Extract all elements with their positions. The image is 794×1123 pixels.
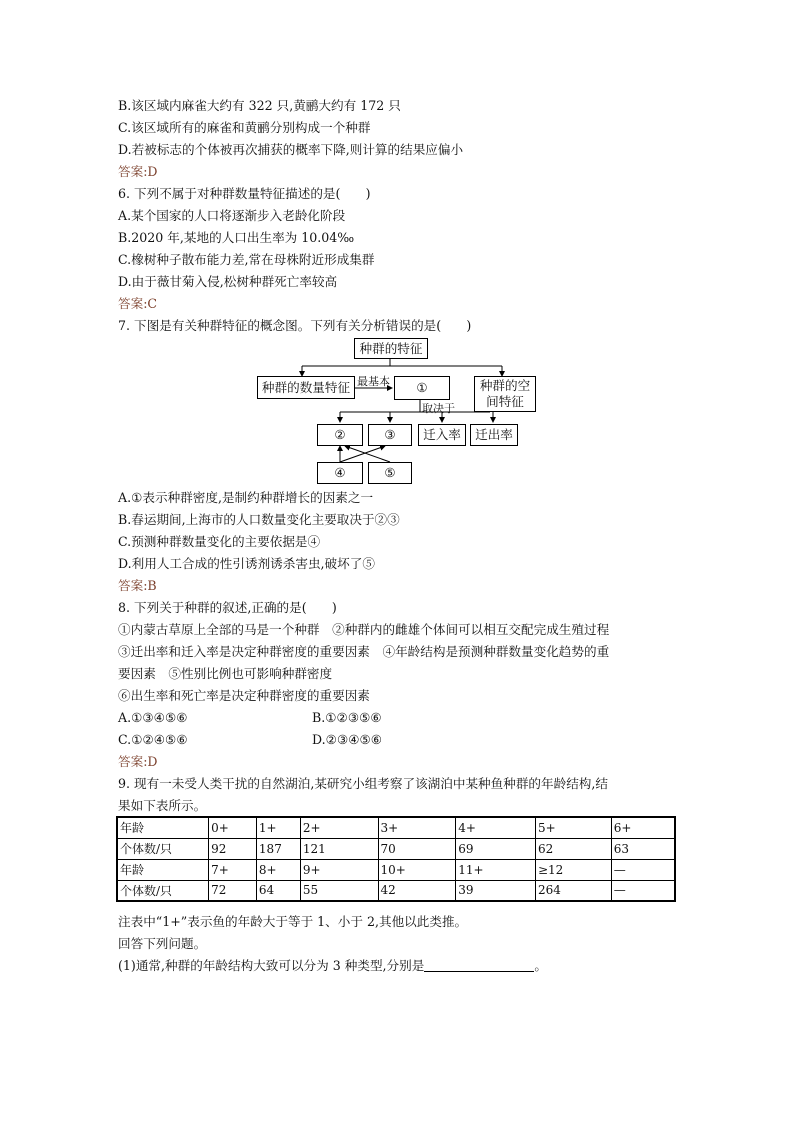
table-row xyxy=(117,838,675,859)
q8-statement-line-3: 要因素 ⑤性别比例也可影响种群密度 xyxy=(118,666,333,681)
box-population-features: 种群的特征 xyxy=(354,338,428,359)
q6-answer: 答案:C xyxy=(118,296,158,311)
q5-option-c: C.该区域所有的麻雀和黄鹂分别构成一个种群 xyxy=(118,120,371,135)
q7-option-a: A.①表示种群密度,是制约种群增长的因素之一 xyxy=(118,490,374,505)
box-immigration-rate: 迁入率 xyxy=(418,424,466,446)
table-cell: 6+ xyxy=(611,817,675,838)
q6-option-b: B.2020 年,某地的人口出生率为 10.04‰ xyxy=(118,230,355,245)
table-cell: 70 xyxy=(378,838,456,859)
table-cell: 3+ xyxy=(378,817,456,838)
table-cell: 10+ xyxy=(378,859,456,880)
table-cell: 264 xyxy=(535,880,611,901)
table-row xyxy=(117,880,675,901)
table-cell: 63 xyxy=(611,838,675,859)
q9-stem-line-1: 9. 现有一未受人类干扰的自然湖泊,某研究小组考察了该湖泊中某种鱼种群的年龄结构,结 xyxy=(118,776,608,791)
q5-option-d: D.若被标志的个体被再次捕获的概率下降,则计算的结果应偏小 xyxy=(118,142,464,157)
box-spatial-features: 种群的空间特征 xyxy=(474,376,536,412)
box-circle-4: ④ xyxy=(317,462,363,484)
q9-prompt: 回答下列问题。 xyxy=(118,936,207,951)
label-most-basic: 最基本 xyxy=(357,375,390,388)
label-depends-on: 取决于 xyxy=(422,402,455,415)
q8-option-b: B.①②③⑤⑥ xyxy=(312,710,382,725)
table-cell: 个体数/只 xyxy=(117,838,209,859)
q8-stem: 8. 下列关于种群的叙述,正确的是( ) xyxy=(118,600,337,615)
table-cell: 年龄 xyxy=(117,859,209,880)
table-cell: 55 xyxy=(300,880,378,901)
q6-option-d: D.由于薇甘菊入侵,松树种群死亡率较高 xyxy=(118,274,338,289)
table-row xyxy=(117,859,675,880)
box-circle-1: ① xyxy=(394,376,450,400)
table-row xyxy=(117,817,675,838)
table-cell: 9+ xyxy=(300,859,378,880)
table-cell: 个体数/只 xyxy=(117,880,209,901)
q7-stem: 7. 下图是有关种群特征的概念图。下列有关分析错误的是( ) xyxy=(118,318,472,333)
table-cell: 42 xyxy=(378,880,456,901)
table-cell: 0+ xyxy=(209,817,257,838)
table-cell: 7+ xyxy=(209,859,257,880)
box-circle-2: ② xyxy=(317,424,363,446)
q7-option-d: D.利用人工合成的性引诱剂诱杀害虫,破坏了⑤ xyxy=(118,556,375,571)
q6-option-a: A.某个国家的人口将逐渐步入老龄化阶段 xyxy=(118,208,346,223)
box-circle-5: ⑤ xyxy=(368,462,412,484)
q8-statement-line-1: ①内蒙古草原上全部的马是一个种群 ②种群内的雌雄个体间可以相互交配完成生殖过程 xyxy=(118,622,610,637)
table-cell: 121 xyxy=(300,838,378,859)
table-cell: 1+ xyxy=(256,817,300,838)
table-cell: 2+ xyxy=(300,817,378,838)
table-cell: ≥12 xyxy=(535,859,611,880)
table-cell: 72 xyxy=(209,880,257,901)
q8-option-a: A.①③④⑤⑥ xyxy=(118,710,188,725)
q7-answer: 答案:B xyxy=(118,578,157,593)
table-cell: 39 xyxy=(456,880,536,901)
table-cell: — xyxy=(611,859,675,880)
table-cell: 64 xyxy=(256,880,300,901)
table-cell: 69 xyxy=(456,838,536,859)
table-cell: 5+ xyxy=(535,817,611,838)
table-cell: 62 xyxy=(535,838,611,859)
population-concept-diagram xyxy=(250,336,540,486)
table-cell: 92 xyxy=(209,838,257,859)
q9-table-note: 注表中“1+”表示鱼的年龄大于等于 1、小于 2,其他以此类推。 xyxy=(118,914,468,929)
box-emigration-rate: 迁出率 xyxy=(470,424,518,446)
table-cell: — xyxy=(611,880,675,901)
table-cell: 8+ xyxy=(256,859,300,880)
q8-option-c: C.①②④⑤⑥ xyxy=(118,732,188,747)
q8-statement-line-2: ③迁出率和迁入率是决定种群密度的重要因素 ④年龄结构是预测种群数量变化趋势的重 xyxy=(118,644,610,659)
q6-stem: 6. 下列不属于对种群数量特征描述的是( ) xyxy=(118,186,371,201)
box-quantity-features: 种群的数量特征 xyxy=(257,376,355,399)
q8-answer: 答案:D xyxy=(118,754,158,769)
q5-option-b: B.该区域内麻雀大约有 322 只,黄鹂大约有 172 只 xyxy=(118,98,401,113)
q9-sub1-end: 。 xyxy=(534,958,547,973)
q9-sub1-text: (1)通常,种群的年龄结构大致可以分为 3 种类型,分别是 xyxy=(118,958,425,973)
q8-statement-line-4: ⑥出生率和死亡率是决定种群密度的重要因素 xyxy=(118,688,370,703)
q9-subquestion-1 xyxy=(118,956,547,976)
q7-option-c: C.预测种群数量变化的主要依据是④ xyxy=(118,534,321,549)
q8-option-d: D.②③④⑤⑥ xyxy=(312,732,383,747)
q5-answer: 答案:D xyxy=(118,164,158,179)
table-cell: 4+ xyxy=(456,817,536,838)
q9-stem-line-2: 果如下表所示。 xyxy=(118,798,207,813)
table-cell: 187 xyxy=(256,838,300,859)
table-cell: 年龄 xyxy=(117,817,209,838)
box-circle-3: ③ xyxy=(368,424,412,446)
q6-option-c: C.橡树种子散布能力差,常在母株附近形成集群 xyxy=(118,252,375,267)
fish-age-structure-table xyxy=(116,816,676,902)
answer-blank[interactable] xyxy=(424,959,534,972)
q7-option-b: B.春运期间,上海市的人口数量变化主要取决于②③ xyxy=(118,512,400,527)
table-cell: 11+ xyxy=(456,859,536,880)
